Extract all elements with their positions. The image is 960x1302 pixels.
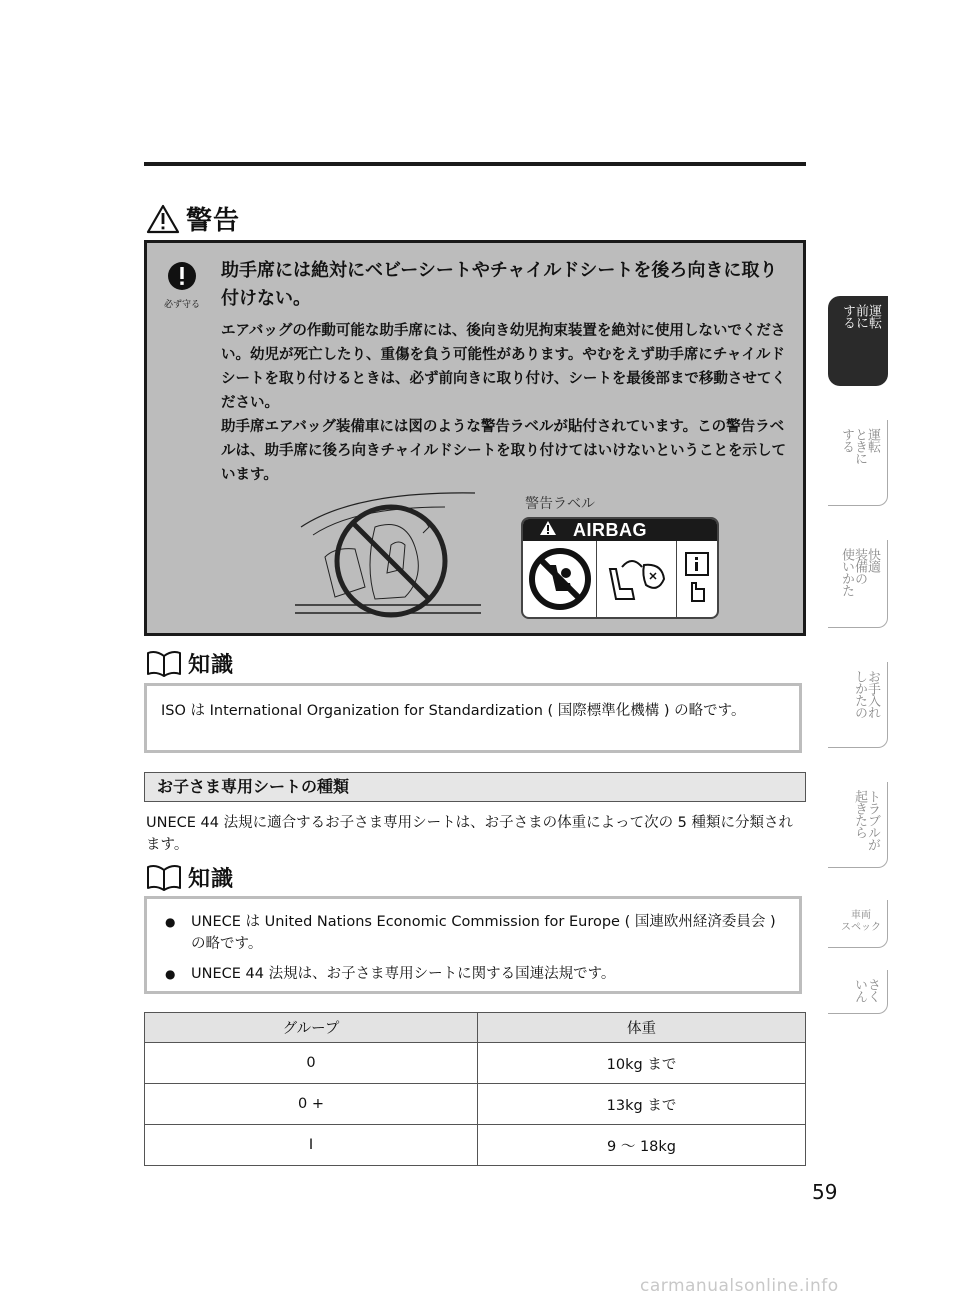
side-tab-comfort-equipment[interactable]: 快適 装備の 使いかた <box>828 540 888 628</box>
list-item: ● UNECE は United Nations Economic Commission for Europe ( 国連欧州経済委員会 ) の略です。 <box>161 911 785 955</box>
knowledge-text-1: ISO は International Organization for Standardization ( 国際標準化機構 ) の略です。 <box>161 703 746 719</box>
knowledge-box-1 <box>144 683 802 753</box>
side-tab-index[interactable]: さく いん <box>828 970 888 1014</box>
knowledge-title-1: 知識 <box>188 653 235 678</box>
knowledge-header-1 <box>146 648 234 679</box>
exclamation-circle-icon <box>167 261 197 291</box>
section-paragraph: UNECE 44 法規に適合するお子さま専用シートは、お子さまの体重によって次の 5 種類に分類されます。 <box>146 815 794 853</box>
warning-body-paragraph-2: 助手席エアバッグ装備車には図のような警告ラベルが貼付されています。この警告ラベルは、助手席に後ろ向きチャイルドシートを取り付けてはいけないということを示しています。 <box>221 419 787 483</box>
warning-box <box>144 240 806 636</box>
knowledge-title-2: 知識 <box>188 867 235 892</box>
airbag-word: AIRBAG <box>573 519 647 540</box>
no-rear-facing-seat-icon <box>523 541 597 617</box>
page-number: 59 <box>812 1180 838 1204</box>
knowledge-header-2 <box>146 862 234 893</box>
table-header-group: グループ <box>145 1013 478 1043</box>
warning-label-caption: 警告ラベル <box>525 496 595 512</box>
section-title-bar: お子さま専用シートの種類 <box>144 772 806 802</box>
table-row <box>145 1043 806 1084</box>
watermark: carmanualsonline.info <box>640 1276 839 1296</box>
table-header-weight: 体重 <box>478 1013 806 1043</box>
table-cell-group: 0 <box>145 1043 478 1084</box>
knowledge-list <box>161 911 785 985</box>
warning-triangle-icon <box>146 204 180 234</box>
table-cell-weight: 10kg まで <box>478 1043 806 1084</box>
side-tab-before-driving[interactable]: 運転 前に する <box>828 296 888 386</box>
side-tab-when-driving[interactable]: 運転 ときに する <box>828 420 888 506</box>
table-cell-weight: 13kg まで <box>478 1084 806 1125</box>
knowledge-box-2 <box>144 896 802 994</box>
warning-title: 警告 <box>186 206 241 236</box>
warning-heading: 助手席には絶対にベビーシートやチャイルドシートを後ろ向きに取り付けない。 <box>221 260 778 309</box>
warning-body-paragraph-1: エアバッグの作動可能な助手席には、後向き幼児拘束装置を絶対に使用しないでください。幼児が死亡したり、重傷を負う可能性があります。やむをえず助手席にチャイルドシートを取り付けるときは、必ず前向きに取り付け、シートを最後部まで移動させてください。 <box>221 323 786 411</box>
airbag-warning-label <box>521 517 719 619</box>
manual-reference-icon <box>677 541 717 617</box>
table-row <box>145 1125 806 1166</box>
table-cell-group: I <box>145 1125 478 1166</box>
list-item: ● UNECE 44 法規は、お子さま専用シートに関する国連法規です。 <box>161 963 785 985</box>
warning-header <box>146 200 240 237</box>
open-book-icon <box>146 864 182 892</box>
table-row <box>145 1084 806 1125</box>
weight-group-table <box>144 1012 806 1166</box>
table-cell-group: 0 + <box>145 1084 478 1125</box>
top-rule <box>144 162 806 166</box>
airbag-warning-triangle-icon <box>523 520 573 540</box>
must-follow-label: 必ず守る <box>163 300 200 310</box>
open-book-icon <box>146 650 182 678</box>
side-tab-troubleshooting[interactable]: トラブルが 起きたら <box>828 782 888 868</box>
side-tab-vehicle-specs[interactable]: 車両 スペック <box>828 900 888 948</box>
table-cell-weight: 9 ～ 18kg <box>478 1125 806 1166</box>
side-tab-maintenance[interactable]: お手入れ しかたの <box>828 662 888 748</box>
car-interior-illustration <box>295 487 481 625</box>
warning-body <box>221 319 793 487</box>
must-follow-badge <box>163 261 200 310</box>
table-header-row <box>145 1013 806 1043</box>
airbag-deploy-icon <box>597 541 677 617</box>
